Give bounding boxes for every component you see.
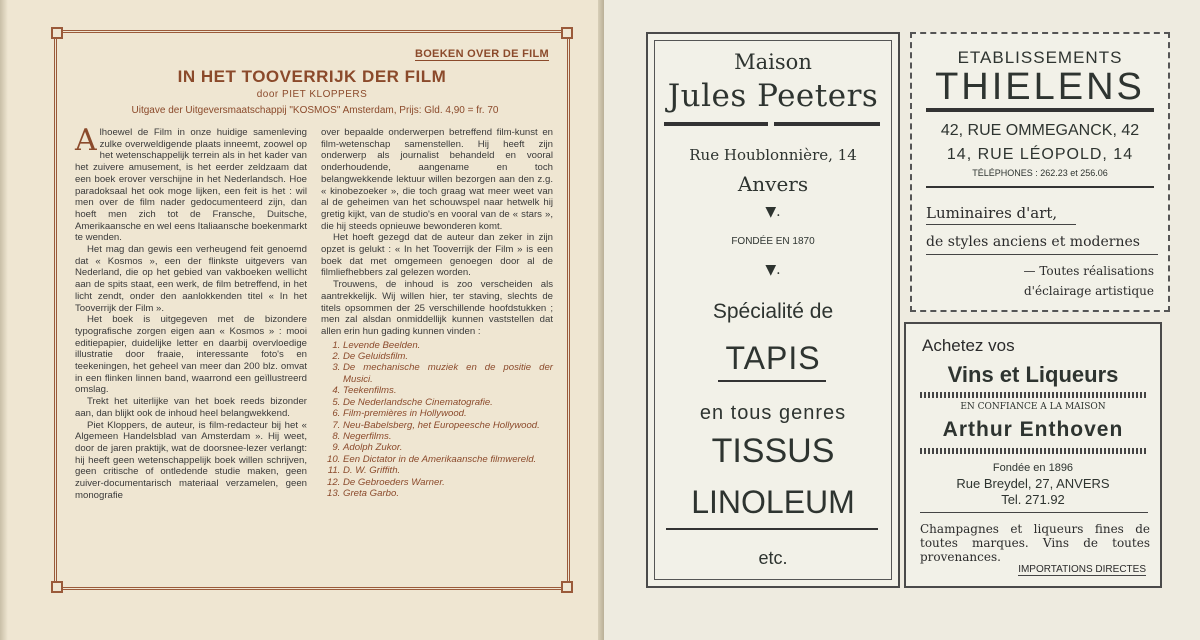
frame-corner-ornament xyxy=(51,27,63,39)
chapter-list xyxy=(321,340,553,500)
rule xyxy=(920,392,1148,398)
rule xyxy=(926,108,1154,112)
company-name: Arthur Enthoven xyxy=(942,418,1124,441)
article-frame xyxy=(54,30,570,590)
article-author: door PIET KLOPPERS xyxy=(256,89,368,100)
achetez-label: Achetez vos xyxy=(922,336,1015,355)
founded-line: FONDÉE EN 1870 xyxy=(731,236,815,247)
rule xyxy=(774,122,880,126)
genres-label: en tous genres xyxy=(699,402,847,424)
product-linoleum: LINOLEUM xyxy=(691,484,855,520)
chapter-item: 5. De Nederlandsche Cinematografie. xyxy=(343,397,553,408)
maison-label: Maison xyxy=(734,50,812,74)
street-address: Rue Houblonnière, 14 xyxy=(689,146,857,164)
company-name: THIELENS xyxy=(935,66,1145,108)
address-2: 14, RUE LÉOPOLD, 14 xyxy=(946,146,1134,163)
paragraph: Piet Kloppers, de auteur, is film-redacteur bij het « Algemeen Handelsblad van Amsterdam ». Hij weet, door de jaren praktijk, wat de doorsnee-lezer verlangt: hij heeft geen wetenschappelijk boek willen schrijven, geen critische of ontledende studie maken, geen zuiver-documentarisch materiaal verzamelen, geen monografie xyxy=(75,419,307,501)
importations-line: IMPORTATIONS DIRECTES xyxy=(1018,564,1146,575)
etc-label: etc. xyxy=(758,548,788,568)
eclairage-line: d'éclairage artistique xyxy=(1023,284,1154,298)
ad-jules-peeters xyxy=(646,32,900,588)
rule xyxy=(920,512,1148,513)
luminaires-line: Luminaires d'art, xyxy=(926,204,1058,222)
telephone: Tel. 271.92 xyxy=(1001,492,1065,507)
rule xyxy=(926,254,1158,255)
chapter-item: 6. Film-premières in Hollywood. xyxy=(343,408,553,419)
chapter-item: 13. Greta Garbo. xyxy=(343,488,553,499)
paragraph: Het hoeft gezegd dat de auteur dan zeker in zijn opzet is gelukt : « In het Tooverrijk der Film » is een boek dat met omgemeen genoegen door al de filmliefhebbers zal gelezen worden. xyxy=(321,232,553,279)
product-tapis: TAPIS xyxy=(725,340,821,376)
city: Anvers xyxy=(737,172,809,196)
rule xyxy=(666,528,878,530)
paragraph: Alhoewel de Film in onze huidige samenleving zulke overweldigende plaats inneemt, zoowel op het wetenschappelijk terrein als in het kader van het zuivere amusement, is het eerder zeldzaam dat een boek erover verschijne in het Nederlandsch. Hoe paradoksaal het ook moge lijken, een feit is het : wil men over de film nader gedocumenteerd zijn, dan hoeft men zich tot de Fransche, Duitsche, Amerikaansche en wel eens Italiaansche boekenmarkt te wenden. xyxy=(75,123,307,244)
right-page xyxy=(604,0,1200,640)
ad-enthoven xyxy=(904,322,1162,588)
triangle-ornament: ▼. xyxy=(765,204,781,220)
etablissements-label: ETABLISSEMENTS xyxy=(957,48,1123,67)
chapter-item: 2. De Geluidsfilm. xyxy=(343,351,553,362)
specialite-label: Spécialité de xyxy=(712,300,834,323)
chapter-item: 11. D. W. Griffith. xyxy=(343,465,553,476)
rule xyxy=(664,122,768,126)
company-name: Jules Peeters xyxy=(667,78,879,114)
chapter-item: 7. Neu-Babelsberg, het Europeesche Hollywood. xyxy=(343,420,553,431)
paragraph: over bepaalde onderwerpen betreffend film-kunst en film-wetenschap samenstellen. Hij heeft zijn onderwerp als journalist behandeld en vooral onderhoudende, aangename en toch belangwekkende lektuur willen bezorgen aan den z.g. « kinobezoeker », die toch graag wat meer weet van al de geheimen van het schouwspel naar hetwelk hij gretig kijkt, van de studio's en vooral van de « stars », die hij steeds opnieuwe bewonderen komt. xyxy=(321,127,553,232)
page-edge xyxy=(0,0,8,640)
chapter-item: 10. Een Dictator in de Amerikaansche filmwereld. xyxy=(343,454,553,465)
chapter-item: 4. Teekenfilms. xyxy=(343,385,553,396)
vins-liqueurs-heading: Vins et Liqueurs xyxy=(947,362,1119,387)
street-address: Rue Breydel, 27, ANVERS xyxy=(956,476,1110,491)
paragraph: Het boek is uitgegeven met de bizondere typografische zorgen eigen aan « Kosmos » : mooi editiepapier, duidelijke letter en daarbij overvloedige illustratie door fraaie, interessante foto's en teekeningen, het geheel van meer dan 200 blz. omvat in een flinken linnen band, waarrond een geïllustreerd omslag. xyxy=(75,314,307,396)
rule xyxy=(926,224,1076,225)
founded-line: Fondée en 1896 xyxy=(992,462,1074,474)
rule xyxy=(718,380,826,382)
section-heading: BOEKEN OVER DE FILM xyxy=(414,48,549,60)
triangle-ornament: ▼. xyxy=(765,262,781,278)
text-column-2 xyxy=(321,127,553,499)
product-tissus: TISSUS xyxy=(711,432,835,470)
rule xyxy=(926,186,1154,188)
paragraph: Het mag dan gewis een verheugend feit genoemd dat « Kosmos », een der flinkste uitgevers van Nederland, die op het gebied van vakboeken wellicht aan de spits staat, een werk, de film betreffend, in het licht zendt, onder den aanlokkenden titel « In het Tooverrijk der Film ». xyxy=(75,244,307,314)
text-column-1 xyxy=(75,123,307,502)
frame-corner-ornament xyxy=(51,581,63,593)
ad-thielens xyxy=(910,32,1170,312)
chapter-item: 8. Negerfilms. xyxy=(343,431,553,442)
styles-line: de styles anciens et modernes xyxy=(926,234,1140,250)
rule xyxy=(920,448,1148,454)
chapter-item: 1. Levende Beelden. xyxy=(343,340,553,351)
paragraph: Trekt het uiterlijke van het boek reeds bizonder aan, dan blijkt ook de inhoud heel belangwekkend. xyxy=(75,396,307,419)
champagnes-description: Champagnes et liqueurs fines de toutes marques. Vins de toutes provenances. xyxy=(920,522,1150,564)
publisher-line: Uitgave der Uitgeversmaatschappij "KOSMOS" Amsterdam, Prijs: Gld. 4,90 = fr. 70 xyxy=(131,105,499,116)
drop-cap: A xyxy=(75,123,97,158)
telephones: TÉLÉPHONES : 262.23 et 256.06 xyxy=(972,168,1108,178)
paragraph: Trouwens, de inhoud is zoo verscheiden als aantrekkelijk. Wij willen hier, ter staving, slechts de titels opsommen der 25 verschillende hoofdstukken ; men zal alsdan onmiddellijk kunnen vaststellen dat allen erin hun gading kunnen vinden : xyxy=(321,279,553,337)
chapter-item: 12. De Gebroeders Warner. xyxy=(343,477,553,488)
realisations-line: — Toutes réalisations xyxy=(1023,264,1154,278)
frame-corner-ornament xyxy=(561,581,573,593)
address-1: 42, RUE OMMEGANCK, 42 xyxy=(940,122,1140,139)
frame-corner-ornament xyxy=(561,27,573,39)
confiance-line: EN CONFIANCE A LA MAISON xyxy=(960,402,1106,412)
chapter-item: 3. De mechanische muziek en de positie der Musici. xyxy=(343,362,553,385)
chapter-item: 9. Adolph Zukor. xyxy=(343,442,553,453)
article-title: IN HET TOOVERRIJK DER FILM xyxy=(177,67,447,86)
